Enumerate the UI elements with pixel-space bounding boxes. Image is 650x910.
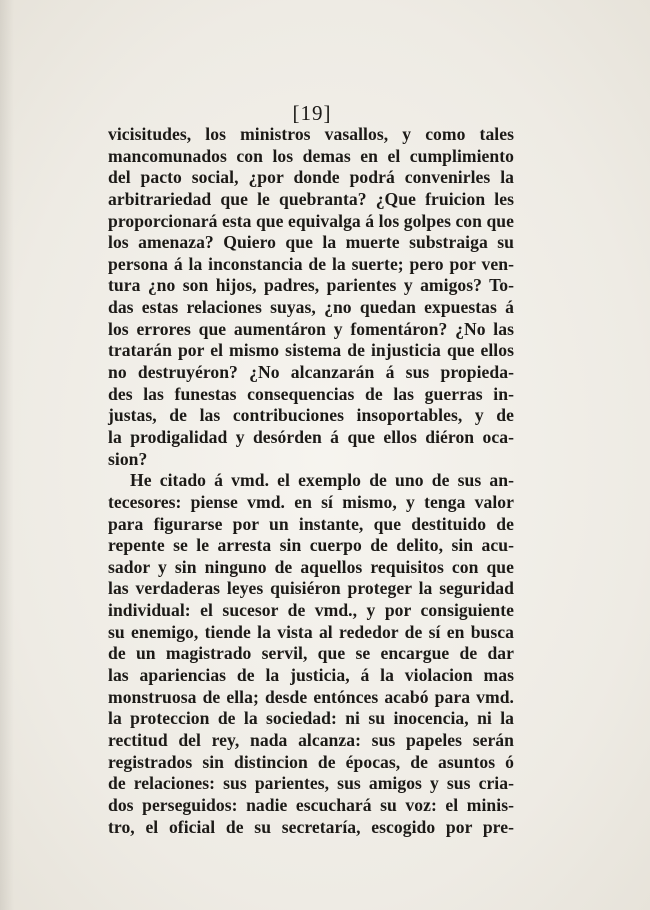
text-line: los errores que aumentáron y fomentáron? ¿No las bbox=[108, 318, 514, 339]
text-line: repente se le arresta sin cuerpo de delito, sin acu- bbox=[108, 535, 514, 556]
text-line: rectitud del rey, nada alcanza: sus papeles serán bbox=[108, 729, 514, 750]
text-line: arbitrariedad que le quebranta? ¿Que fruicion les bbox=[108, 188, 514, 209]
text-line: su enemigo, tiende la vista al rededor de sí en busca bbox=[108, 621, 514, 642]
text-line: sador y sin ninguno de aquellos requisitos con que bbox=[108, 556, 514, 577]
text-line: tecesores: piense vmd. en sí mismo, y tenga valor bbox=[108, 491, 514, 512]
paragraph-1 bbox=[108, 124, 514, 470]
text-line: de un magistrado servil, que se encargue de dar bbox=[108, 643, 514, 664]
text-line: las verdaderas leyes quisiéron proteger la seguridad bbox=[108, 578, 514, 599]
text-line: la proteccion de la sociedad: ni su inocencia, ni la bbox=[108, 708, 514, 729]
text-line: persona á la inconstancia de la suerte; pero por ven- bbox=[108, 253, 514, 274]
body-text bbox=[108, 124, 514, 838]
text-line: He citado á vmd. el exemplo de uno de sus an- bbox=[130, 470, 514, 491]
text-line: tro, el oficial de su secretaría, escogido por pre- bbox=[108, 816, 514, 837]
text-line: registrados sin distincion de épocas, de asuntos ó bbox=[108, 751, 514, 772]
paragraph-2 bbox=[108, 470, 514, 838]
text-line: des las funestas consequencias de las guerras in- bbox=[108, 383, 514, 404]
text-line: justas, de las contribuciones insoportables, y de bbox=[108, 405, 514, 426]
text-line: los amenaza? Quiero que la muerte substraiga su bbox=[108, 232, 514, 253]
text-line: las apariencias de la justicia, á la violacion mas bbox=[108, 665, 514, 686]
text-line: mancomunados con los demas en el cumplimiento bbox=[108, 145, 514, 166]
text-line: vicisitudes, los ministros vasallos, y como tales bbox=[108, 124, 514, 144]
text-line: del pacto social, ¿por donde podrá convenirles la bbox=[108, 167, 514, 188]
text-line: tura ¿no son hijos, padres, parientes y amigos? To- bbox=[108, 275, 514, 296]
text-line: para figurarse por un instante, que destituido de bbox=[108, 513, 514, 534]
text-line: monstruosa de ella; desde entónces acabó para vmd. bbox=[108, 686, 514, 707]
text-line: individual: el sucesor de vmd., y por consiguiente bbox=[108, 600, 514, 621]
text-line: sion? bbox=[108, 448, 148, 469]
text-line: de relaciones: sus parientes, sus amigos y sus cria- bbox=[108, 773, 514, 794]
page-number: [19] bbox=[292, 101, 332, 125]
text-line: proporcionará esta que equivalga á los golpes con que bbox=[108, 210, 514, 231]
text-line: das estas relaciones suyas, ¿no quedan expuestas á bbox=[108, 297, 514, 318]
text-line: dos perseguidos: nadie escuchará su voz: el minis- bbox=[108, 794, 514, 815]
text-line: tratarán por el mismo sistema de injusticia que ellos bbox=[108, 340, 514, 361]
text-line: la prodigalidad y desórden á que ellos diéron oca- bbox=[108, 426, 514, 447]
text-line: no destruyéron? ¿No alcanzarán á sus propieda- bbox=[108, 362, 514, 383]
